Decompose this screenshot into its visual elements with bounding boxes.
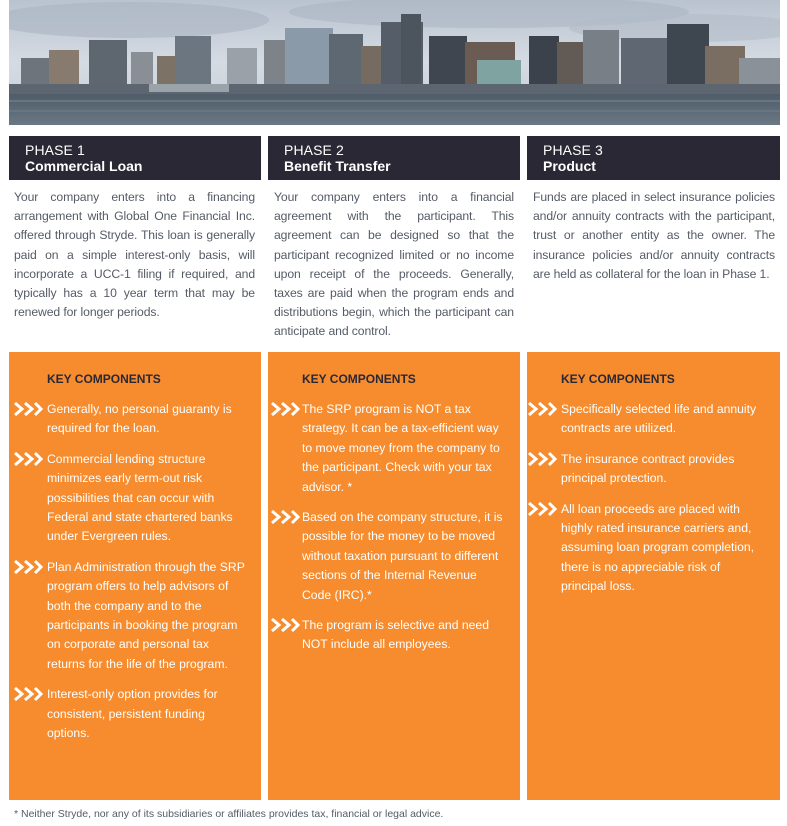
double-chevron-icon [13,559,43,575]
phase-3-header [527,136,780,180]
key-components-title: KEY COMPONENTS [302,372,416,386]
double-chevron-icon [13,451,43,467]
phase-1-key-components [9,352,261,800]
phase-2-name: Benefit Transfer [284,158,391,174]
phase-1-name: Commercial Loan [25,158,143,174]
phase-3-name: Product [543,158,596,174]
phase-3-description: Funds are placed in select insurance policies and/or annuity contracts with the participant, trust or another entity as the owner. The insurance policies and/or annuity contracts are held as collateral for the loan in Phase 1. [533,190,775,281]
key-components-title: KEY COMPONENTS [561,372,675,386]
double-chevron-icon [13,401,43,417]
phase-1-description: Your company enters into a financing arrangement with Global One Financial Inc. offered through Stryde. This loan is generally paid on a simple interest-only basis, will incorporate a UCC-1 filing if required, and typically has a 10 year term that may be renewed for longer periods. [14,190,255,320]
double-chevron-icon [527,451,557,467]
list-item [9,450,261,547]
component-text: Generally, no personal guaranty is required for the loan. [47,402,232,436]
double-chevron-icon [527,501,557,517]
city-skyline-photo [9,0,780,125]
key-components-list [527,400,780,608]
list-item [268,508,520,605]
phase-2-header [268,136,520,180]
phase-2-number: PHASE 2 [284,142,344,158]
component-text: The SRP program is NOT a tax strategy. It can be a tax-efficient way to move money from the company to the participant. Check with your tax advisor. * [302,402,500,494]
phase-1-number: PHASE 1 [25,142,85,158]
component-text: Commercial lending structure minimizes early term-out risk possibilities that can occur with Federal and state chartered banks under Evergreen rules. [47,451,233,544]
double-chevron-icon [527,401,557,417]
component-text: The insurance contract provides principal protection. [561,451,735,486]
phase-3-key-components [527,352,780,800]
component-text: Specifically selected life and annuity contracts are utilized. [561,402,757,436]
phase-1-header [9,136,261,180]
phase-2-key-components [268,352,520,800]
phase-2-description: Your company enters into a financial agreement with the participant. This agreement can be designed so that the participant recognized limited or no income upon receipt of the proceeds. Generally, taxes are paid when the program ends and distributions begin, which the participant can anticipate and control. [274,190,514,339]
list-item [527,400,780,439]
list-item [9,685,261,743]
list-item [527,450,780,489]
component-text: The program is selective and need NOT include all employees. [302,618,489,652]
key-components-list [268,400,520,666]
component-text: Plan Administration through the SRP program offers to help advisors of both the company and to the participants in booking the program on corporate and personal tax returns for the life of the program. [47,559,245,671]
component-text: All loan proceeds are placed with highly rated insurance carriers and, assuming loan program completion, there is no appreciable risk of principal loss. [561,501,755,594]
double-chevron-icon [270,401,300,417]
key-components-list [9,400,261,755]
double-chevron-icon [270,509,300,525]
list-item [527,500,780,597]
double-chevron-icon [270,617,300,633]
component-text: Interest-only option provides for consistent, persistent funding options. [47,687,218,741]
list-item [268,400,520,497]
key-components-title: KEY COMPONENTS [47,372,161,386]
list-item [9,400,261,439]
component-text: Based on the company structure, it is possible for the money to be moved without taxation pursuant to different sections of the Internal Revenue Code (IRC).* [302,510,503,602]
list-item [9,558,261,674]
list-item [268,616,520,655]
double-chevron-icon [13,686,43,702]
phase-3-number: PHASE 3 [543,142,603,158]
disclaimer-footnote: * Neither Stryde, nor any of its subsidiaries or affiliates provides tax, financial or legal advice. [14,808,444,820]
